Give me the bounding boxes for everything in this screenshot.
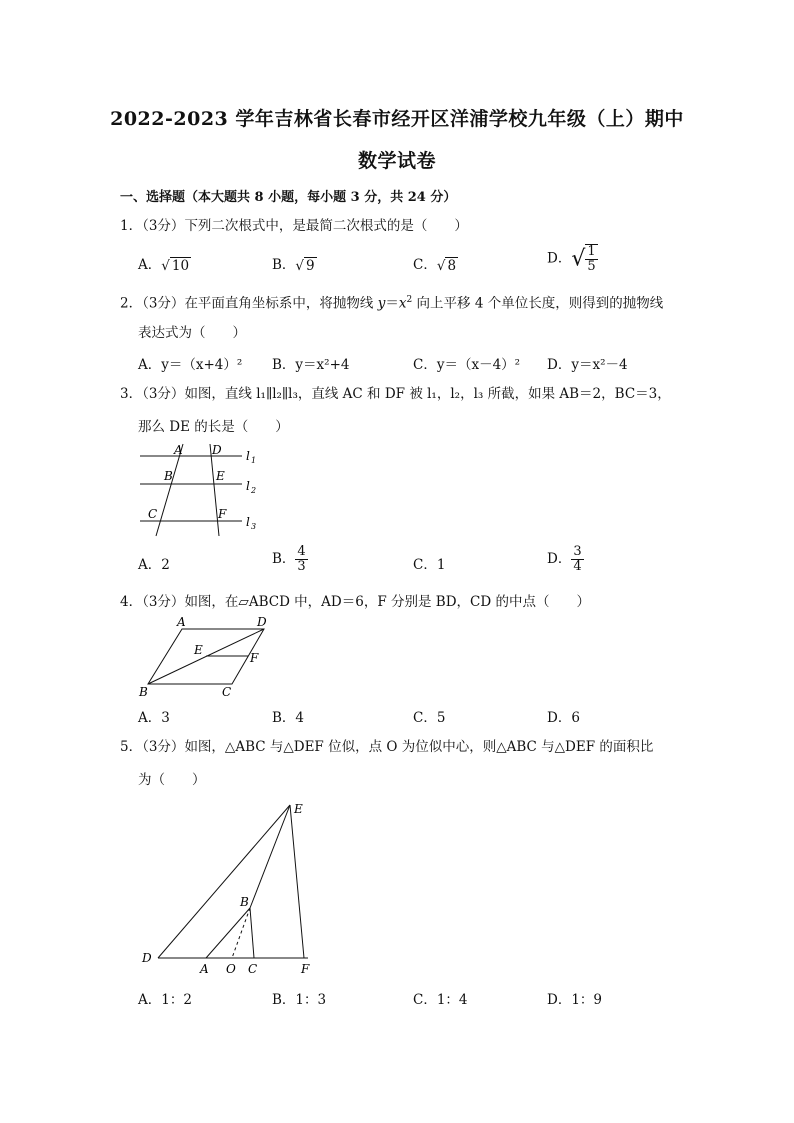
label-l3: l [246, 515, 250, 529]
q1-option-b: B．√ 9 [272, 257, 315, 274]
sqrt-symbol: √ 8 [436, 257, 457, 274]
label-f: F [218, 507, 227, 521]
q1-option-a: A．√ 10 [138, 257, 190, 274]
q3-option-c: C．1 [413, 557, 446, 573]
label-a: A [174, 443, 183, 457]
side-ef [290, 805, 304, 958]
label-a: A [177, 615, 186, 629]
label-a: A [200, 962, 209, 976]
label-f: F [250, 651, 259, 665]
label-c: C [222, 685, 232, 699]
question-2-line2: 表达式为（ ） [138, 325, 246, 341]
label-d: D [212, 443, 222, 457]
label-b: B [139, 685, 148, 699]
q4-option-b: B．4 [272, 710, 305, 726]
q3-option-a: A．2 [138, 557, 170, 573]
q4-option-d: D．6 [547, 710, 580, 726]
q5-option-c: C．1：4 [413, 992, 468, 1008]
q5-option-d: D．1：9 [547, 992, 603, 1008]
question-1 [120, 216, 468, 236]
q3-option-b: B． $\frac{4}{3}$ [272, 544, 306, 574]
sqrt-symbol: √ [571, 246, 586, 272]
label-e: E [294, 802, 303, 816]
question-5-line2: 为（ ） [138, 772, 206, 788]
q4-figure [134, 612, 274, 700]
side-ab [206, 908, 250, 958]
svg-text:1: 1 [251, 456, 257, 465]
side-de [158, 805, 290, 958]
line-df [210, 444, 219, 536]
q4-option-c: C．5 [413, 710, 446, 726]
question-4: 4．（3分）如图，在▱ABCD 中，AD＝6，F 分别是 BD，CD 的中点（ ） [120, 594, 590, 610]
q1-option-d: D．√ $\frac{1}{5}$ [547, 244, 596, 274]
line-ac [156, 444, 183, 536]
sqrt-symbol: √ 10 [161, 257, 190, 274]
svg-text:2: 2 [251, 486, 257, 495]
q2-option-c: C．y＝（x－4）² [413, 357, 521, 373]
label-l1: l [246, 449, 250, 463]
q5-option-b: B．1：3 [272, 992, 327, 1008]
label-e: E [216, 469, 225, 483]
exam-title-line2: 数学试卷 [357, 150, 436, 172]
label-c: C [248, 962, 258, 976]
q2-option-d: D．y＝x²－4 [547, 357, 628, 373]
q2-option-a: A．y＝（x+4）² [138, 357, 243, 373]
question-2: 2．（3分）在平面直角坐标系中，将抛物线 $y=x^2$ 向上平移 4 个单位长度，则得到的抛物线 [120, 295, 664, 312]
label-f: F [301, 962, 310, 976]
q4-option-a: A．3 [138, 710, 170, 726]
label-d: D [142, 951, 152, 965]
label-c: C [148, 507, 158, 521]
q3-option-d: D． $\frac{3}{4}$ [547, 544, 582, 574]
ray-be [250, 805, 290, 908]
q5-option-a: A．1：2 [138, 992, 192, 1008]
q3-figure [130, 438, 270, 544]
question-3-line2: 那么 DE 的长是（ ） [138, 419, 289, 435]
exam-title-line1: 2022-2023 学年吉林省长春市经开区洋浦学校九年级（上）期中 [110, 108, 684, 130]
question-3: 3．（3分）如图，直线 l₁∥l₂∥l₃，直线 AC 和 DF 被 l₁，l₂，l₃ 所截，如果 AB＝2，BC＝3， [120, 386, 671, 402]
dashed-ob [232, 908, 250, 958]
question-text: 下列二次根式中，是最简二次根式的是（ ） [184, 218, 468, 234]
section-heading: 一、选择题（本大题共 8 小题，每小题 3 分，共 24 分） [120, 190, 457, 205]
q2-option-b: B．y＝x²+4 [272, 357, 350, 373]
q5-figure [136, 795, 326, 981]
label-b: B [164, 469, 173, 483]
side-bc [250, 908, 254, 958]
question-number: 1． [120, 218, 143, 234]
question-score: （3分） [142, 218, 185, 234]
label-o: O [226, 962, 236, 976]
question-5: 5．（3分）如图，△ABC 与△DEF 位似，点 O 为位似中心，则△ABC 与△DEF 的面积比 [120, 739, 654, 755]
sqrt-symbol: √ 9 [295, 257, 315, 274]
label-b: B [240, 895, 249, 909]
svg-text:3: 3 [251, 522, 257, 531]
q1-option-c: C．√ 8 [413, 257, 457, 274]
label-d: D [257, 615, 267, 629]
label-l2: l [246, 479, 250, 493]
label-e: E [194, 643, 203, 657]
